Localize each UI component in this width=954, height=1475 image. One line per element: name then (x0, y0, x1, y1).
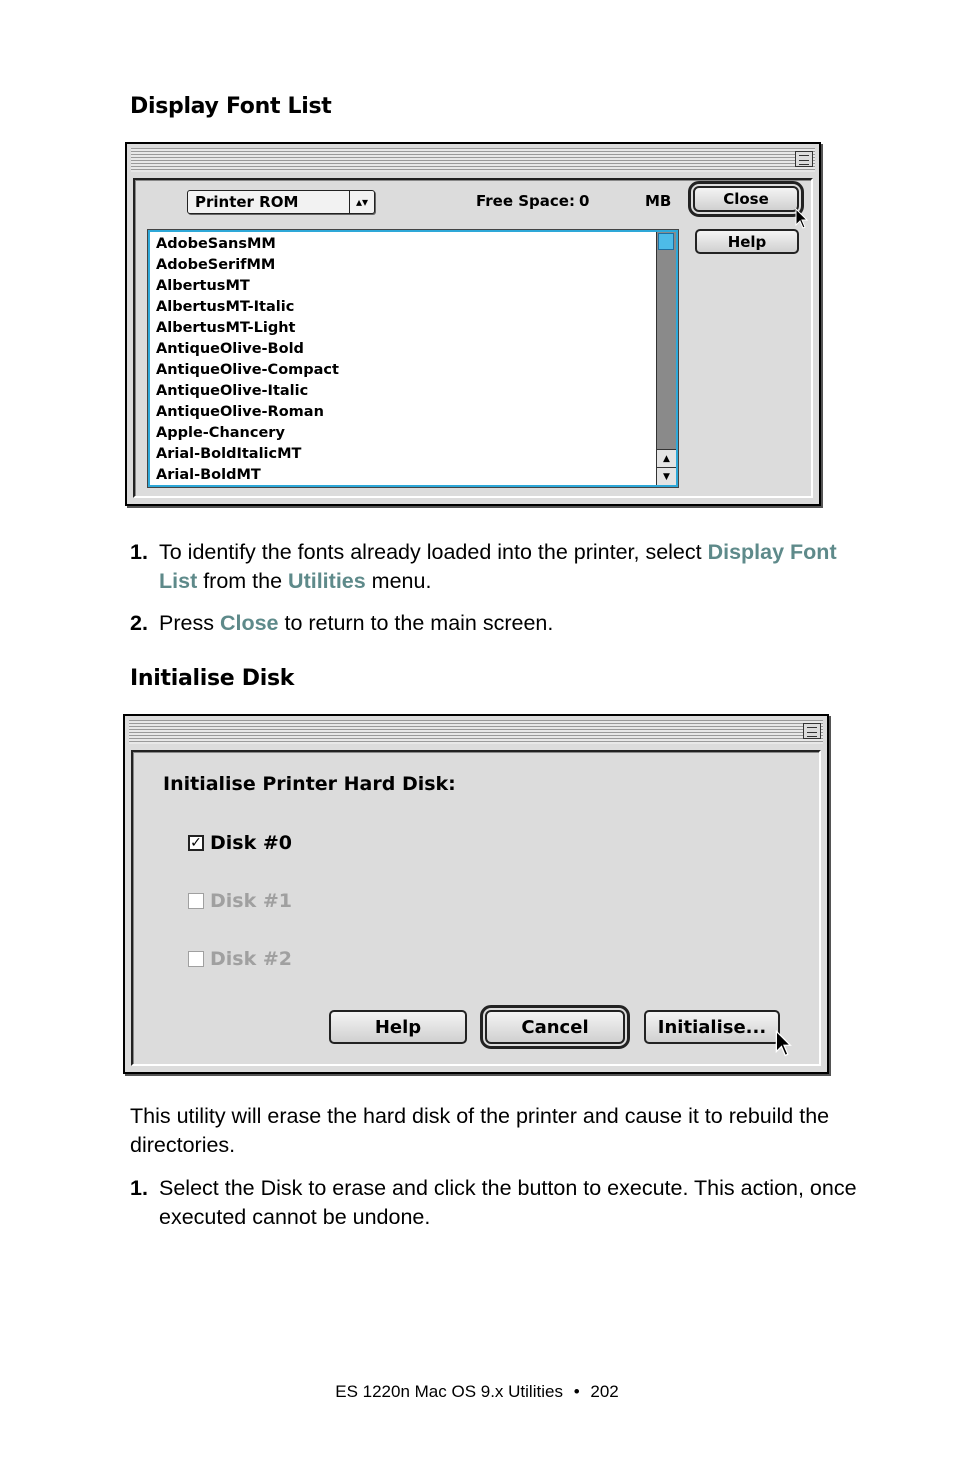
disk-label: Disk #0 (210, 832, 292, 854)
menu-reference: Utilities (288, 569, 366, 593)
mouse-pointer-icon (795, 208, 809, 230)
dialog-title: Initialise Printer Hard Disk: (163, 773, 456, 795)
window-title-bar[interactable] (131, 148, 815, 172)
step-1 (130, 538, 860, 596)
font-list-item[interactable]: AlbertusMT (156, 278, 250, 294)
initialise-disk-window (123, 714, 829, 1074)
footer-title: ES 1220n Mac OS 9.x Utilities (335, 1382, 563, 1401)
font-list-item[interactable]: AntiqueOlive-Roman (156, 404, 324, 420)
initialise-button[interactable]: Initialise... (644, 1010, 780, 1044)
scroll-up-arrow-icon[interactable]: ▲ (657, 449, 676, 467)
page-number: 202 (590, 1382, 619, 1401)
scroll-down-arrow-icon[interactable]: ▼ (657, 467, 676, 485)
step-text (159, 538, 860, 596)
footer-separator: • (573, 1382, 580, 1401)
help-button[interactable]: Help (329, 1010, 467, 1044)
step-text-part: Press (159, 611, 220, 635)
step-text-part: from the (197, 569, 289, 593)
initialise-disk-heading: Initialise Disk (130, 666, 295, 691)
font-list-item[interactable]: AntiqueOlive-Bold (156, 341, 304, 357)
menu-item-reference: Display Font List (159, 540, 837, 593)
checkbox-empty-icon (188, 893, 204, 909)
scroll-thumb[interactable] (658, 233, 674, 250)
font-source-popup[interactable] (187, 190, 375, 214)
font-list (156, 234, 339, 486)
step-1 (130, 1174, 860, 1232)
font-list-window (125, 142, 821, 506)
close-button[interactable]: Close (693, 186, 799, 212)
collapse-box-icon[interactable] (803, 723, 821, 739)
collapse-box-icon[interactable] (795, 151, 813, 167)
mouse-pointer-icon (775, 1030, 793, 1058)
step-number: 2. (130, 611, 148, 635)
help-button[interactable]: Help (695, 229, 799, 254)
step-text (159, 609, 860, 638)
up-down-arrows-icon: ▴▾ (349, 191, 374, 213)
checkbox-empty-icon (188, 951, 204, 967)
font-list-item[interactable]: Arial-BoldItalicMT (156, 446, 302, 462)
disk-1-checkbox[interactable] (188, 890, 292, 912)
step-number: 1. (130, 540, 148, 564)
vertical-scrollbar[interactable] (656, 232, 676, 485)
font-list-item[interactable]: AntiqueOlive-Compact (156, 362, 339, 378)
page-footer (0, 1382, 954, 1402)
checkmark-icon: ✓ (188, 835, 204, 851)
font-list-item[interactable]: AntiqueOlive-Italic (156, 383, 309, 399)
disk-2-checkbox[interactable] (188, 948, 292, 970)
font-list-item[interactable]: AdobeSansMM (156, 236, 276, 252)
font-list-item[interactable]: AlbertusMT-Italic (156, 299, 295, 315)
cancel-button[interactable]: Cancel (485, 1010, 625, 1044)
free-space-value: 0 (579, 192, 590, 210)
initialise-description: This utility will erase the hard disk of the printer and cause it to rebuild the directories. (130, 1104, 830, 1157)
font-list-item[interactable]: AdobeSerifMM (156, 257, 276, 273)
font-source-value: Printer ROM (195, 193, 299, 211)
window-title-bar[interactable] (129, 720, 823, 744)
display-font-list-heading: Display Font List (130, 94, 332, 119)
step-text-part: To identify the fonts already loaded into the printer, select (159, 540, 708, 564)
step-2 (130, 609, 860, 638)
step-number: 1. (130, 1176, 148, 1200)
disk-label: Disk #1 (210, 890, 292, 912)
disk-label: Disk #2 (210, 948, 292, 970)
font-list-item[interactable]: Arial-BoldMT (156, 467, 261, 483)
disk-0-checkbox[interactable] (188, 832, 292, 854)
font-list-box[interactable] (148, 230, 678, 487)
font-list-item[interactable]: Apple-Chancery (156, 425, 285, 441)
step-text: Select the Disk to erase and click the button to execute. This action, once executed cannot be undone. (159, 1176, 857, 1229)
step-text-part: to return to the main screen. (278, 611, 554, 635)
font-list-item[interactable]: AlbertusMT-Light (156, 320, 296, 336)
step-text-part: menu. (365, 569, 432, 593)
free-space-label: Free Space: (476, 192, 575, 210)
free-space-unit: MB (645, 192, 672, 210)
button-reference: Close (219, 611, 279, 635)
